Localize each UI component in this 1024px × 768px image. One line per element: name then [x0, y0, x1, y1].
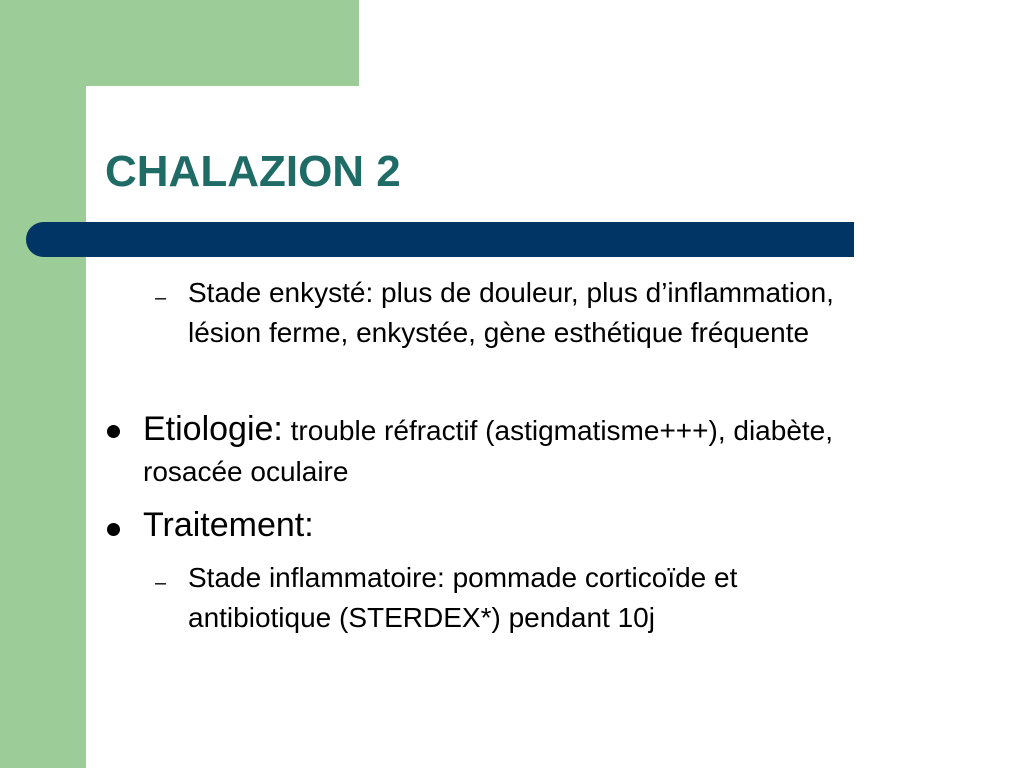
- bullet-body: trouble réfractif (astigmatisme+++), diabète, rosacée oculaire: [143, 415, 834, 487]
- bullet-dot-icon: [107, 523, 120, 536]
- bullet-lead: Etiologie:: [143, 410, 283, 448]
- sub-bullet-text: Stade inflammatoire: pommade corticoïde et antibiotique (STERDEX*) pendant 10j: [188, 562, 738, 633]
- bullet-dot-icon: [107, 425, 120, 438]
- dash-marker: –: [155, 572, 167, 594]
- slide-title: CHALAZION 2: [105, 147, 401, 196]
- dash-marker: –: [155, 287, 167, 309]
- bullet-text: [143, 505, 883, 547]
- bullet-lead: Traitement:: [143, 506, 314, 544]
- sub-bullet-text: Stade enkysté: plus de douleur, plus d’inflammation, lésion ferme, enkystée, gène esthétique fréquente: [188, 277, 834, 348]
- bullet-text: [143, 409, 883, 492]
